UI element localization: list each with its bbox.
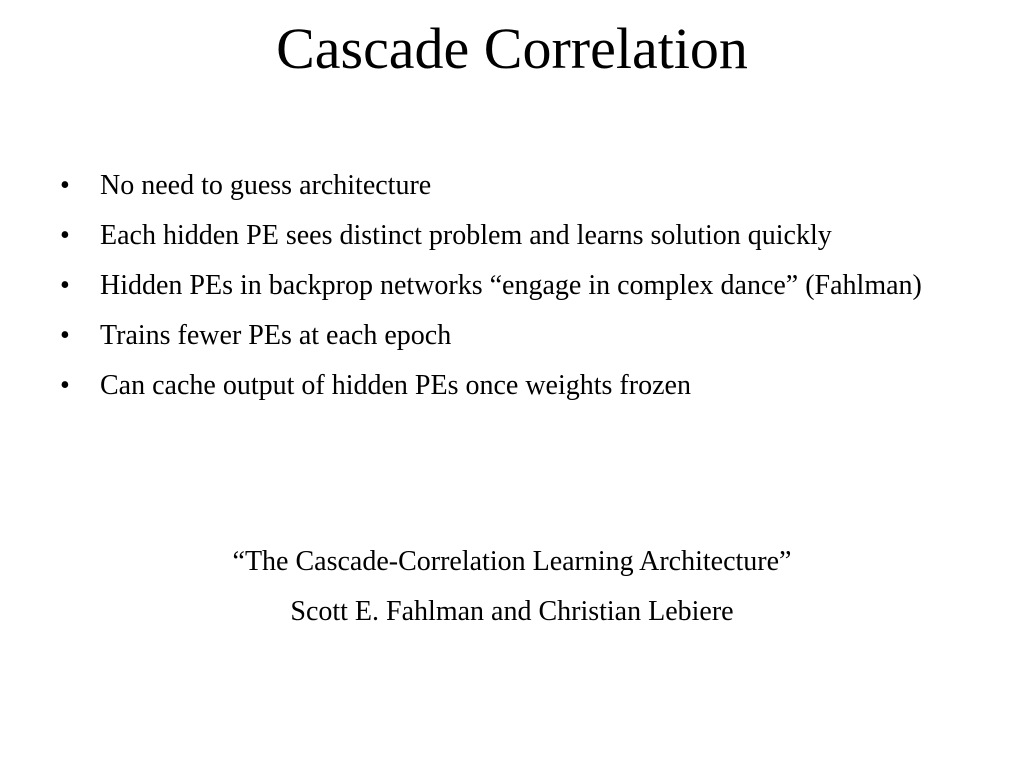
bullet-item (60, 316, 960, 356)
bullet-icon: • (60, 170, 70, 201)
bullet-item (60, 366, 960, 406)
bullet-text: Each hidden PE sees distinct problem and learns solution quickly (100, 220, 832, 251)
bullet-text: Can cache output of hidden PEs once weights frozen (100, 370, 691, 401)
slide-title: Cascade Correlation (276, 16, 748, 81)
bullet-icon: • (60, 270, 70, 301)
bullet-icon: • (60, 320, 70, 351)
bullet-text: Hidden PEs in backprop networks “engage in complex dance” (Fahlman) (100, 270, 922, 301)
bullet-text: Trains fewer PEs at each epoch (100, 320, 452, 351)
bullet-icon: • (60, 220, 70, 251)
bullet-item (60, 266, 960, 306)
bullet-list (60, 166, 960, 416)
citation-authors: Scott E. Fahlman and Christian Lebiere (290, 596, 734, 627)
bullet-item (60, 166, 960, 206)
bullet-icon: • (60, 370, 70, 401)
bullet-item (60, 216, 960, 256)
citation-title: “The Cascade-Correlation Learning Architecture” (232, 546, 792, 577)
bullet-text: No need to guess architecture (100, 170, 432, 201)
